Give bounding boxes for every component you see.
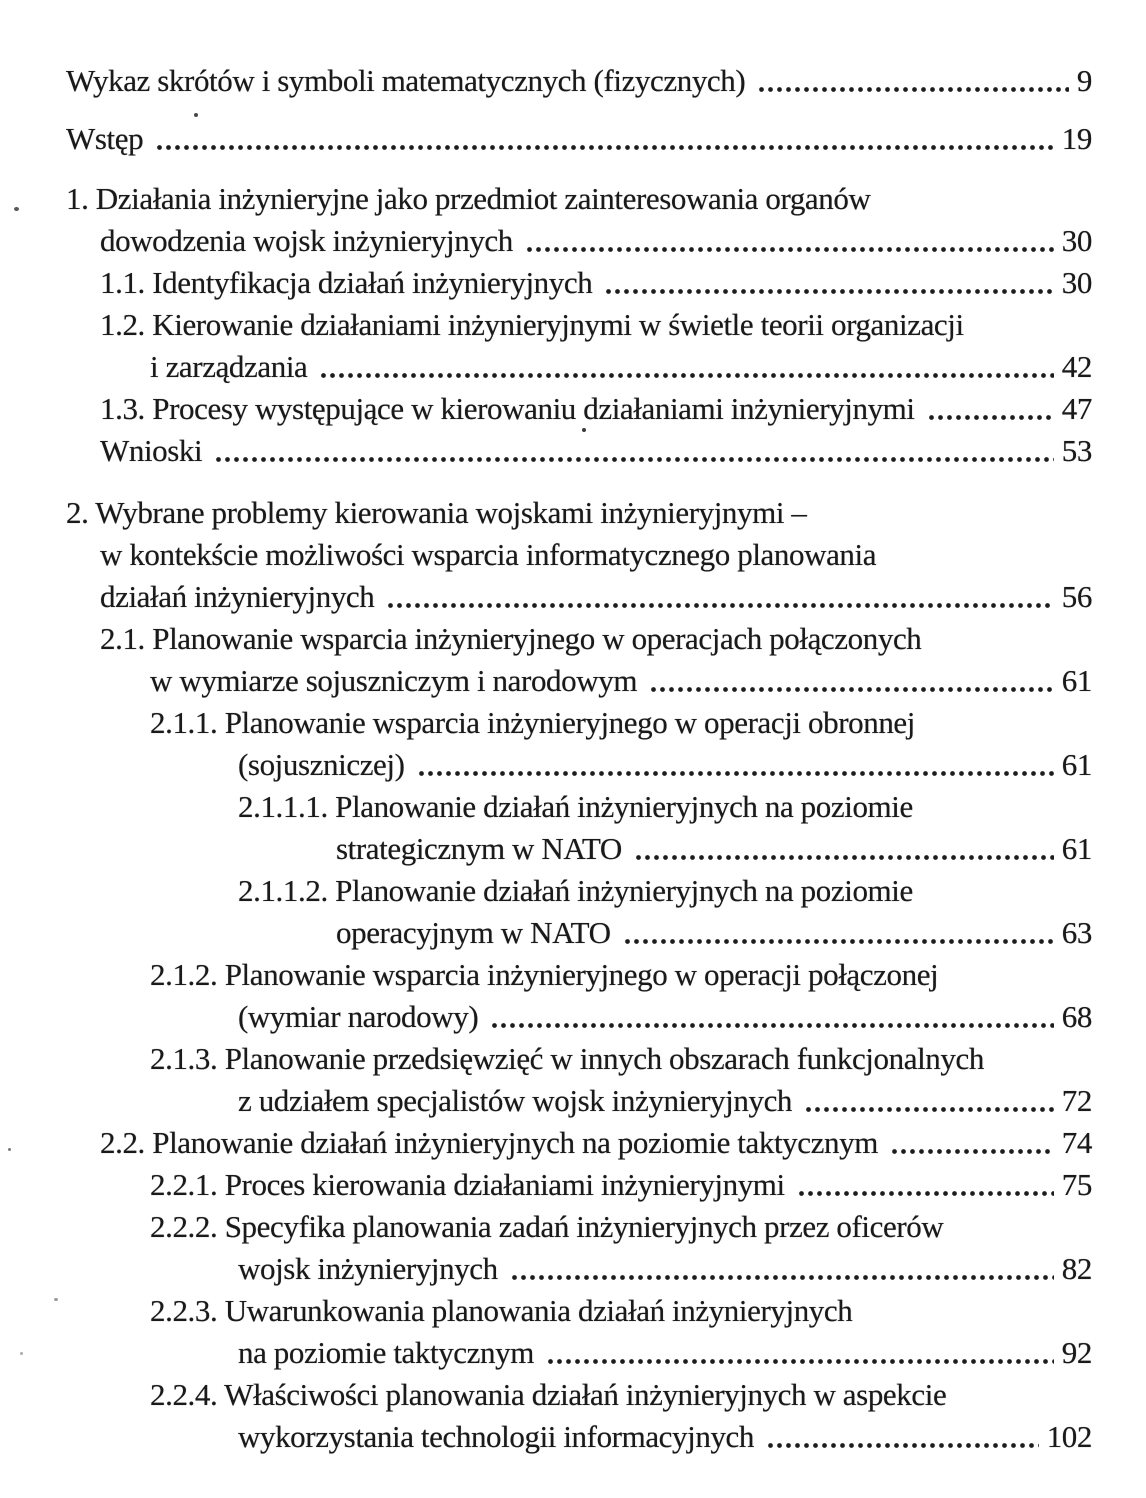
page-number: 42	[1061, 349, 1092, 384]
toc-line-text: 2.2.3. Uwarunkowania planowania działań inżynieryjnych	[150, 1293, 853, 1328]
page-number: 19	[1061, 121, 1092, 156]
page-number: 56	[1061, 579, 1092, 614]
toc-line-text: (wymiar narodowy)	[238, 999, 479, 1034]
toc-line	[0, 430, 1092, 472]
scan-speck	[54, 1298, 58, 1301]
toc-line-text: działań inżynieryjnych	[100, 579, 375, 614]
page-number: 53	[1061, 433, 1092, 468]
dot-leader	[490, 1022, 1054, 1029]
toc-line	[0, 1122, 1092, 1164]
toc-line-text: w wymiarze sojuszniczym i narodowym	[150, 663, 638, 698]
toc-line-text: dowodzenia wojsk inżynieryjnych	[100, 223, 513, 258]
toc-line-text: 2.2. Planowanie działań inżynieryjnych na poziomie taktycznym	[100, 1125, 878, 1160]
toc-line-text: 2.2.4. Właściwości planowania działań inżynieryjnych w aspekcie	[150, 1377, 947, 1412]
scan-speck	[194, 113, 198, 117]
toc-line	[0, 1164, 1092, 1206]
dot-leader	[386, 602, 1053, 609]
dot-leader	[319, 372, 1053, 379]
toc-line	[0, 388, 1092, 430]
page-number: 63	[1061, 915, 1092, 950]
toc-line	[0, 660, 1092, 702]
toc-line	[0, 262, 1092, 304]
dot-leader	[634, 854, 1054, 861]
toc-line-text: 2.2.2. Specyfika planowania zadań inżynieryjnych przez oficerów	[150, 1209, 944, 1244]
toc-line	[0, 912, 1092, 954]
scan-speck	[14, 207, 19, 211]
page-number: 68	[1061, 999, 1092, 1034]
dot-leader	[546, 1358, 1054, 1365]
toc-line	[0, 346, 1092, 388]
toc-line	[0, 1290, 1092, 1332]
page-number: 9	[1076, 63, 1092, 98]
toc-line-text: 1. Działania inżynieryjne jako przedmiot zainteresowania organów	[66, 181, 871, 216]
page-number: 47	[1061, 391, 1092, 426]
toc-line-text: na poziomie taktycznym	[238, 1335, 534, 1370]
toc-line	[0, 1416, 1092, 1458]
toc-line	[0, 702, 1092, 744]
toc-line	[0, 1038, 1092, 1080]
toc-line	[0, 996, 1092, 1038]
toc-line	[0, 828, 1092, 870]
page-number: 61	[1061, 831, 1092, 866]
page-number: 61	[1061, 663, 1092, 698]
toc-line-text: wojsk inżynieryjnych	[238, 1251, 498, 1286]
toc-line-text: Wykaz skrótów i symboli matematycznych (fizycznych)	[66, 63, 746, 98]
toc-line-text: 2.1.2. Planowanie wsparcia inżynieryjnego w operacji połączonej	[150, 957, 939, 992]
toc-line-text: 1.3. Procesy występujące w kierowaniu działaniami inżynieryjnymi	[100, 391, 915, 426]
dot-leader	[417, 770, 1054, 777]
page-number: 30	[1061, 223, 1092, 258]
toc-line-text: 2.1.1.1. Planowanie działań inżynieryjnych na poziomie	[238, 789, 913, 824]
toc-line	[0, 492, 1092, 534]
toc-line	[0, 744, 1092, 786]
dot-leader	[797, 1190, 1054, 1197]
toc-line-text: 2.1.3. Planowanie przedsięwzięć w innych obszarach funkcjonalnych	[150, 1041, 984, 1076]
dot-leader	[510, 1274, 1054, 1281]
dot-leader	[155, 144, 1054, 151]
toc-line	[0, 178, 1092, 220]
toc-line-text: 1.1. Identyfikacja działań inżynieryjnych	[100, 265, 593, 300]
toc-line	[0, 220, 1092, 262]
toc-line	[0, 1332, 1092, 1374]
toc-line-text: z udziałem specjalistów wojsk inżynieryjnych	[238, 1083, 793, 1118]
toc-line	[0, 1374, 1092, 1416]
dot-leader	[525, 246, 1054, 253]
toc-line-text: strategicznym w NATO	[336, 831, 622, 866]
dot-leader	[890, 1148, 1054, 1155]
toc-line-text: 2.1. Planowanie wsparcia inżynieryjnego w operacjach połączonych	[100, 621, 922, 656]
page-number: 75	[1061, 1167, 1092, 1202]
dot-leader	[804, 1106, 1054, 1113]
toc-line	[0, 786, 1092, 828]
toc-line-text: i zarządzania	[150, 349, 308, 384]
page-number: 61	[1061, 747, 1092, 782]
dot-leader	[604, 288, 1053, 295]
toc-line-text: w kontekście możliwości wsparcia informatycznego planowania	[100, 537, 877, 572]
page-number: 74	[1061, 1125, 1092, 1160]
toc-line-text: 1.2. Kierowanie działaniami inżynieryjnymi w świetle teorii organizacji	[100, 307, 964, 342]
page-number: 102	[1046, 1419, 1092, 1454]
toc-line-text: wykorzystania technologii informacyjnych	[238, 1419, 755, 1454]
dot-leader	[623, 938, 1054, 945]
toc-line-text: Wstęp	[66, 121, 144, 156]
toc-line-text: Wnioski	[100, 433, 203, 468]
scan-speck	[20, 1352, 23, 1355]
scan-speck	[582, 428, 586, 432]
toc-line	[0, 1248, 1092, 1290]
toc-line	[0, 576, 1092, 618]
toc-line-text: 2. Wybrane problemy kierowania wojskami inżynieryjnymi –	[66, 495, 807, 530]
dot-leader	[214, 456, 1054, 463]
toc-line	[0, 870, 1092, 912]
toc-line	[0, 118, 1092, 160]
page-number: 92	[1061, 1335, 1092, 1370]
toc-line	[0, 534, 1092, 576]
dot-leader	[757, 86, 1069, 93]
dot-leader	[927, 414, 1054, 421]
toc-line	[0, 304, 1092, 346]
toc-line	[0, 60, 1092, 102]
toc-line	[0, 1206, 1092, 1248]
page-number: 72	[1061, 1083, 1092, 1118]
dot-leader	[766, 1442, 1039, 1449]
toc-line-text: 2.1.1.2. Planowanie działań inżynieryjnych na poziomie	[238, 873, 913, 908]
toc-line	[0, 618, 1092, 660]
page-number: 30	[1061, 265, 1092, 300]
toc-line	[0, 1080, 1092, 1122]
dot-leader	[649, 686, 1054, 693]
page-number: 82	[1061, 1251, 1092, 1286]
toc-line-text: (sojuszniczej)	[238, 747, 405, 782]
toc-line-text: operacyjnym w NATO	[336, 915, 611, 950]
scan-speck	[8, 1148, 11, 1151]
toc-line	[0, 954, 1092, 996]
toc-line-text: 2.1.1. Planowanie wsparcia inżynieryjnego w operacji obronnej	[150, 705, 915, 740]
toc-line-text: 2.2.1. Proces kierowania działaniami inżynieryjnymi	[150, 1167, 785, 1202]
